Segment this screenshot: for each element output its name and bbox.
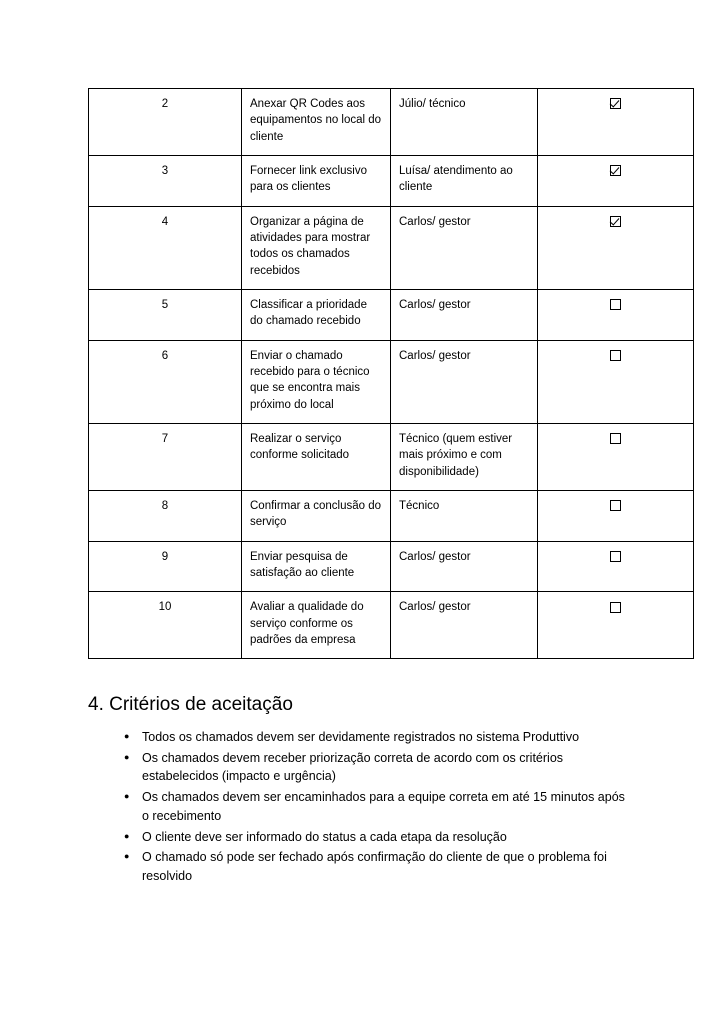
checkbox-checked-icon[interactable]	[610, 98, 621, 109]
task-description-cell: Enviar o chamado recebido para o técnico que se encontra mais próximo do local	[242, 340, 391, 423]
list-item: ● Todos os chamados devem ser devidamente registrados no sistema Produttivo	[124, 728, 633, 747]
task-description-cell: Realizar o serviço conforme solicitado	[242, 423, 391, 490]
checkbox-unchecked-icon[interactable]	[610, 602, 621, 613]
task-description-cell: Organizar a página de atividades para mostrar todos os chamados recebidos	[242, 206, 391, 289]
checkbox-checked-icon[interactable]	[610, 165, 621, 176]
task-owner-cell: Júlio/ técnico	[391, 89, 538, 156]
checkbox-checked-icon[interactable]	[610, 216, 621, 227]
table-row	[89, 89, 694, 156]
task-status-cell	[538, 490, 694, 541]
task-number-cell: 2	[89, 89, 242, 156]
checkbox-unchecked-icon[interactable]	[610, 350, 621, 361]
task-number-cell: 9	[89, 541, 242, 592]
table-row	[89, 340, 694, 423]
task-owner-cell: Técnico (quem estiver mais próximo e com disponibilidade)	[391, 423, 538, 490]
task-status-cell	[538, 289, 694, 340]
task-number-cell: 4	[89, 206, 242, 289]
task-owner-cell: Carlos/ gestor	[391, 206, 538, 289]
task-number-cell: 10	[89, 592, 242, 659]
table-row	[89, 541, 694, 592]
task-number-cell: 7	[89, 423, 242, 490]
page-title: 4. Critérios de aceitação	[88, 694, 293, 716]
task-status-cell	[538, 206, 694, 289]
list-item: ● Os chamados devem receber priorização correta de acordo com os critérios estabelecidos (impacto e urgência)	[124, 749, 633, 787]
tasks-table	[88, 88, 694, 659]
task-description-cell: Confirmar a conclusão do serviço	[242, 490, 391, 541]
task-status-cell	[538, 423, 694, 490]
table-row	[89, 289, 694, 340]
table-row	[89, 592, 694, 659]
task-description-cell: Fornecer link exclusivo para os clientes	[242, 155, 391, 206]
checkbox-unchecked-icon[interactable]	[610, 299, 621, 310]
checkbox-unchecked-icon[interactable]	[610, 500, 621, 511]
task-status-cell	[538, 89, 694, 156]
task-number-cell: 3	[89, 155, 242, 206]
table-row	[89, 206, 694, 289]
task-number-cell: 6	[89, 340, 242, 423]
list-item: ● O chamado só pode ser fechado após confirmação do cliente de que o problema foi resolvido	[124, 848, 633, 886]
checkbox-unchecked-icon[interactable]	[610, 551, 621, 562]
list-item: ● O cliente deve ser informado do status a cada etapa da resolução	[124, 828, 633, 847]
task-owner-cell: Técnico	[391, 490, 538, 541]
task-status-cell	[538, 541, 694, 592]
task-number-cell: 5	[89, 289, 242, 340]
checkbox-unchecked-icon[interactable]	[610, 433, 621, 444]
table-row	[89, 490, 694, 541]
task-owner-cell: Carlos/ gestor	[391, 340, 538, 423]
tasks-table-body	[89, 89, 694, 659]
task-owner-cell: Carlos/ gestor	[391, 541, 538, 592]
task-description-cell: Avaliar a qualidade do serviço conforme os padrões da empresa	[242, 592, 391, 659]
acceptance-criteria-list	[88, 728, 633, 886]
table-row	[89, 155, 694, 206]
task-status-cell	[538, 592, 694, 659]
task-description-cell: Classificar a prioridade do chamado recebido	[242, 289, 391, 340]
task-status-cell	[538, 155, 694, 206]
list-item: ● Os chamados devem ser encaminhados para a equipe correta em até 15 minutos após o recebimento	[124, 788, 633, 826]
table-row	[89, 423, 694, 490]
task-description-cell: Anexar QR Codes aos equipamentos no local do cliente	[242, 89, 391, 156]
task-owner-cell: Luísa/ atendimento ao cliente	[391, 155, 538, 206]
task-description-cell: Enviar pesquisa de satisfação ao cliente	[242, 541, 391, 592]
task-owner-cell: Carlos/ gestor	[391, 592, 538, 659]
task-number-cell: 8	[89, 490, 242, 541]
task-owner-cell: Carlos/ gestor	[391, 289, 538, 340]
task-status-cell	[538, 340, 694, 423]
